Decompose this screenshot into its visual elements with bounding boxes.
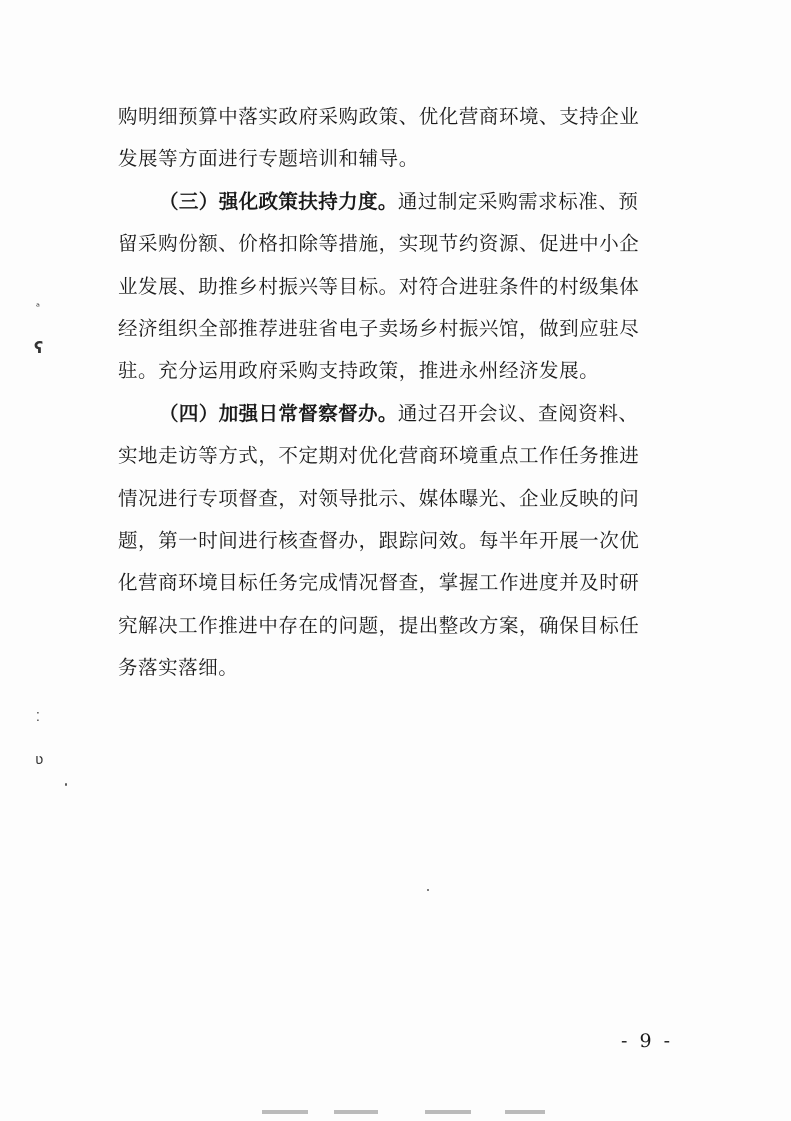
scan-speck xyxy=(427,889,429,891)
paragraph-line: 务落实落细。 xyxy=(118,656,239,680)
scan-mark: ⁚ xyxy=(36,710,40,724)
scan-speck xyxy=(65,783,67,786)
paragraph-line: 留采购份额、价格扣除等措施，实现节约资源、促进中小企 xyxy=(118,232,640,256)
section-heading: （三）强化政策扶持力度。 xyxy=(159,189,398,213)
scan-mark: ʋ xyxy=(35,752,44,768)
scan-edge-line xyxy=(262,1110,308,1114)
section-heading: （四）加强日常督察督办。 xyxy=(159,401,398,425)
page-number: - 9 - xyxy=(620,1030,673,1052)
scan-mark: ᵃ xyxy=(36,302,40,313)
scan-edge-line xyxy=(425,1110,471,1114)
paragraph-line: 经济组织全部推荐进驻省电子卖场乡村振兴馆，做到应驻尽 xyxy=(118,316,640,340)
paragraph-line: 题，第一时间进行核查督办，跟踪问效。每半年开展一次优 xyxy=(118,528,640,552)
paragraph-line: 购明细预算中落实政府采购政策、优化营商环境、支持企业 xyxy=(118,105,640,128)
paragraph-line: 驻。充分运用政府采购支持政策，推进永州经济发展。 xyxy=(118,359,600,383)
scan-edge-line xyxy=(334,1110,378,1114)
paragraph-text: 通过制定采购需求标准、预 xyxy=(397,189,639,213)
paragraph-line: 业发展、助推乡村振兴等目标。对符合进驻条件的村级集体 xyxy=(118,274,640,298)
paragraph-line: 情况进行专项督查，对领导批示、媒体曝光、企业反映的问 xyxy=(118,486,640,510)
paragraph-line xyxy=(118,181,678,223)
paragraph-line xyxy=(118,393,678,435)
scan-edge-line xyxy=(505,1110,545,1114)
paragraph-line: 实地走访等方式，不定期对优化营商环境重点工作任务推进 xyxy=(118,444,640,468)
paragraph-line: 化营商环境目标任务完成情况督查，掌握工作进度并及时研 xyxy=(118,571,640,595)
scan-mark: ʕ xyxy=(34,338,44,357)
body-text xyxy=(118,96,678,689)
paragraph-line: 究解决工作推进中存在的问题，提出整改方案，确保目标任 xyxy=(118,613,640,637)
paragraph-line: 发展等方面进行专题培训和辅导。 xyxy=(118,147,419,171)
paragraph-text: 通过召开会议、查阅资料、 xyxy=(397,401,639,425)
